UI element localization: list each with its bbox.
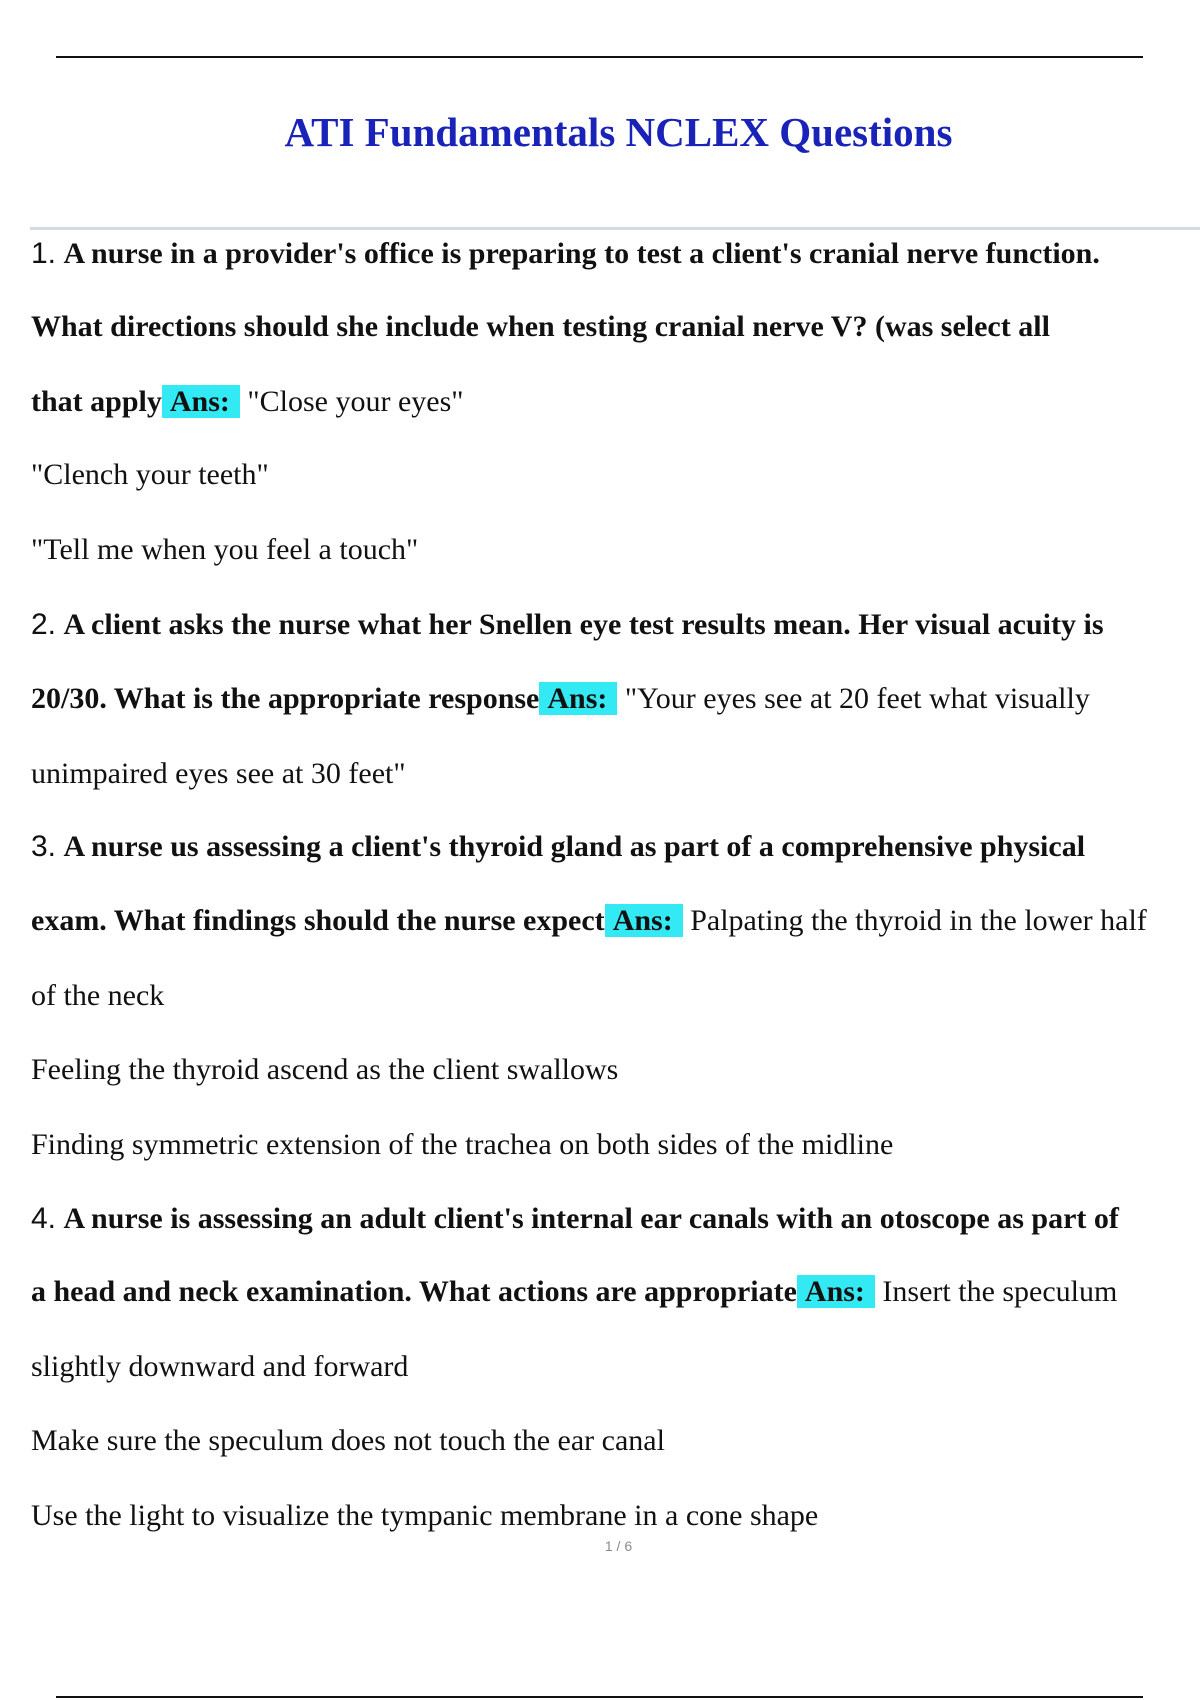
question-number: 4. [31,1202,57,1235]
answer-line: unimpaired eyes see at 30 feet" [31,757,406,790]
answer-text: Insert the speculum [882,1275,1118,1308]
top-divider [56,56,1143,58]
answer-text: Palpating the thyroid in the lower half [690,904,1147,937]
answer-text: "Your eyes see at 20 feet what visually [624,682,1090,715]
answer-line: Finding symmetric extension of the trachea on both sides of the midline [31,1128,894,1161]
question-text: exam. What findings should the nurse expect [31,904,605,937]
answer-label: Ans: [797,1275,875,1308]
question-4-line-2 [31,1274,1117,1310]
title-divider [30,227,1200,230]
question-2-line-1 [31,607,1104,643]
question-text: A nurse in a provider's office is preparing to test a client's cranial nerve function. [63,237,1100,270]
answer-label: Ans: [539,682,617,715]
question-1-line-2: What directions should she include when testing cranial nerve V? (was select all [31,310,1050,343]
question-text: a head and neck examination. What actions are appropriate [31,1275,797,1308]
question-text: 20/30. What is the appropriate response [31,682,540,715]
question-text: A nurse us assessing a client's thyroid gland as part of a comprehensive physical [63,830,1086,863]
question-number: 3. [31,830,57,863]
answer-line: slightly downward and forward [31,1350,409,1383]
answer-line: of the neck [31,979,165,1012]
answer-label: Ans: [162,385,240,418]
question-3-line-2 [31,903,1147,939]
document-title: ATI Fundamentals NCLEX Questions [284,109,953,155]
page-indicator: 1 / 6 [604,1538,633,1554]
question-2-line-2 [31,681,1090,717]
bottom-divider [56,1696,1143,1698]
question-1-line-3 [31,384,464,420]
question-1-line-1 [31,236,1100,272]
answer-line: "Clench your teeth" [31,458,269,491]
question-text: that apply [31,385,162,418]
answer-line: Feeling the thyroid ascend as the client swallows [31,1053,619,1086]
question-number: 1. [31,237,57,270]
question-3-line-1 [31,829,1085,865]
question-number: 2. [31,608,57,641]
answer-line: Use the light to visualize the tympanic membrane in a cone shape [31,1499,819,1532]
answer-text: "Close your eyes" [247,385,464,418]
answer-line: "Tell me when you feel a touch" [31,533,419,566]
answer-label: Ans: [605,904,683,937]
question-4-line-1 [31,1201,1119,1237]
question-text: A nurse is assessing an adult client's internal ear canals with an otoscope as part of [63,1202,1119,1235]
question-text: A client asks the nurse what her Snellen eye test results mean. Her visual acuity is [63,608,1104,641]
answer-line: Make sure the speculum does not touch the ear canal [31,1424,665,1457]
